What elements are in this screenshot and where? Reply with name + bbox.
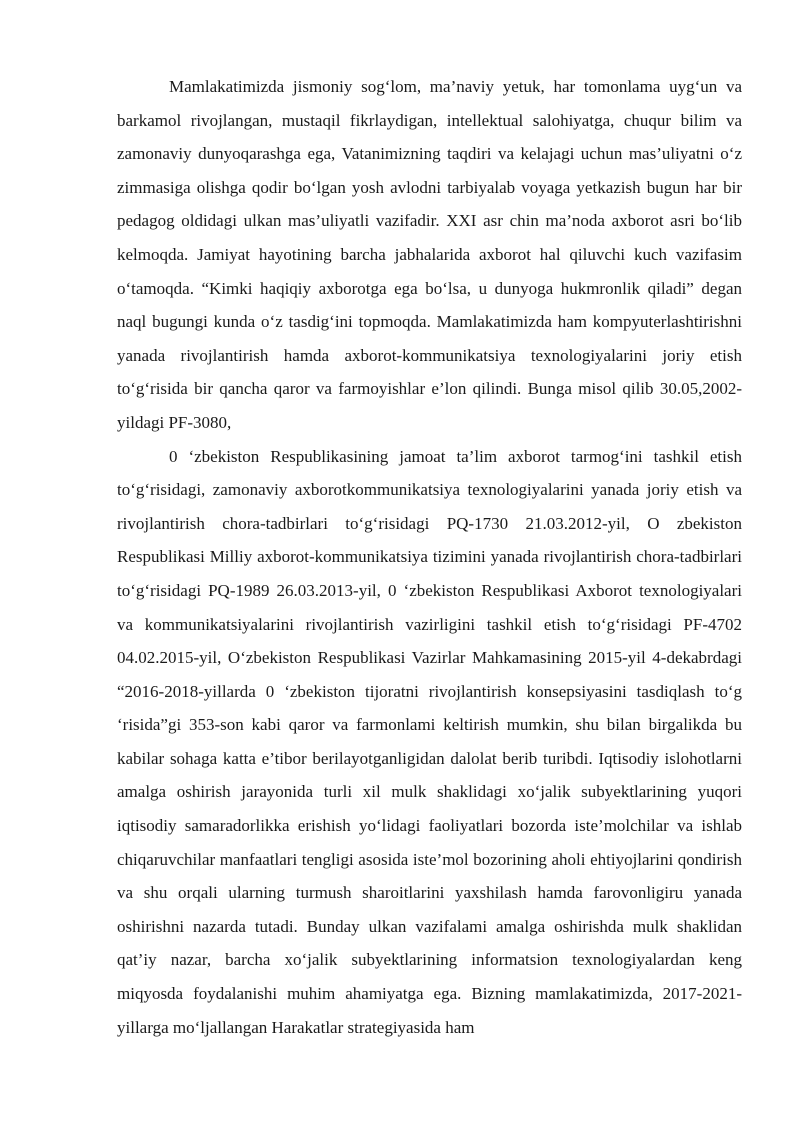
body-paragraph-1: Mamlakatimizda jismoniy sog‘lom, ma’naviy yetuk, har tomonlama uyg‘un va barkamol rivojlangan, mustaqil fikrlaydigan, intellektual salohiyatga, chuqur bilim va zamonaviy dunyoqarashga ega, Vatanimizning taqdiri va kelajagi uchun mas’uliyatni o‘z zimmasiga olishga qodir bo‘lgan yosh avlodni tarbiyalab voyaga yetkazish bugun har bir pedagog oldidagi ulkan mas’uliyatli vazifadir. XXI asr chin ma’noda axborot asri bo‘lib kelmoqda. Jamiyat hayotining barcha jabhalarida axborot hal qiluvchi kuch vazifasim o‘tamoqda. “Kimki haqiqiy axborotga ega bo‘lsa, u dunyoga hukmronlik qiladi” degan naql bugungi kunda o‘z tasdig‘ini topmoqda. Mamlakatimizda ham kompyuterlashtirishni yanada rivojlantirish hamda axborot-kommunikatsiya texnologiyalarini joriy etish to‘g‘risida bir qancha qaror va farmoyishlar e’lon qilindi. Bunga misol qilib 30.05,2002-yildagi PF-3080, xyxy=(117,77,742,432)
body-paragraph-2: 0 ‘zbekiston Respublikasining jamoat ta’lim axborot tarmog‘ini tashkil etish to‘g‘risidagi, zamonaviy axborotkommunikatsiya texnologiyalarini yanada joriy etish va rivojlantirish chora-tadbirlari to‘g‘risidagi PQ-1730 21.03.2012-yil, O zbekiston Respublikasi Milliy axborot-kommunikatsiya tizimini yanada rivojlantirish chora-tadbirlari to‘g‘risidagi PQ-1989 26.03.2013-yil, 0 ‘zbekiston Respublikasi Axborot texnologiyalari va kommunikatsiyalarini rivojlantirish vazirligini tashkil etish to‘g‘risidagi PF-4702 04.02.2015-yil, O‘zbekiston Respublikasi Vazirlar Mahkamasining 2015-yil 4-dekabrdagi “2016-2018-yillarda 0 ‘zbekiston tijoratni rivojlantirish konsepsiyasini tasdiqlash to‘g ‘risida”gi 353-son kabi qaror va farmonlami keltirish mumkin, shu bilan birgalikda bu kabilar sohaga katta e’tibor berilayotganligidan dalolat berib turibdi. Iqtisodiy islohotlarni amalga oshirish jarayonida turli xil mulk shaklidagi xo‘jalik subyektlarining yuqori iqtisodiy samaradorlikka erishish yo‘lidagi faoliyatlari bozorda iste’molchilar va ishlab chiqaruvchilar manfaatlari tengligi asosida iste’mol bozorining aholi ehtiyojlarini qondirish va shu orqali ularning turmush sharoitlarini yaxshilash hamda farovonligiru yanada oshirishni nazarda tutadi. Bunday ulkan vazifalami amalga oshirishda mulk shaklidan qat’iy nazar, barcha xo‘jalik subyektlarining informatsion texnologiyalardan keng miqyosda foydalanishi muhim ahamiyatga ega. Bizning mamlakatimizda, 2017-2021-yillarga mo‘ljallangan Harakatlar strategiyasida ham xyxy=(117,446,742,1037)
document-page xyxy=(117,70,742,1044)
